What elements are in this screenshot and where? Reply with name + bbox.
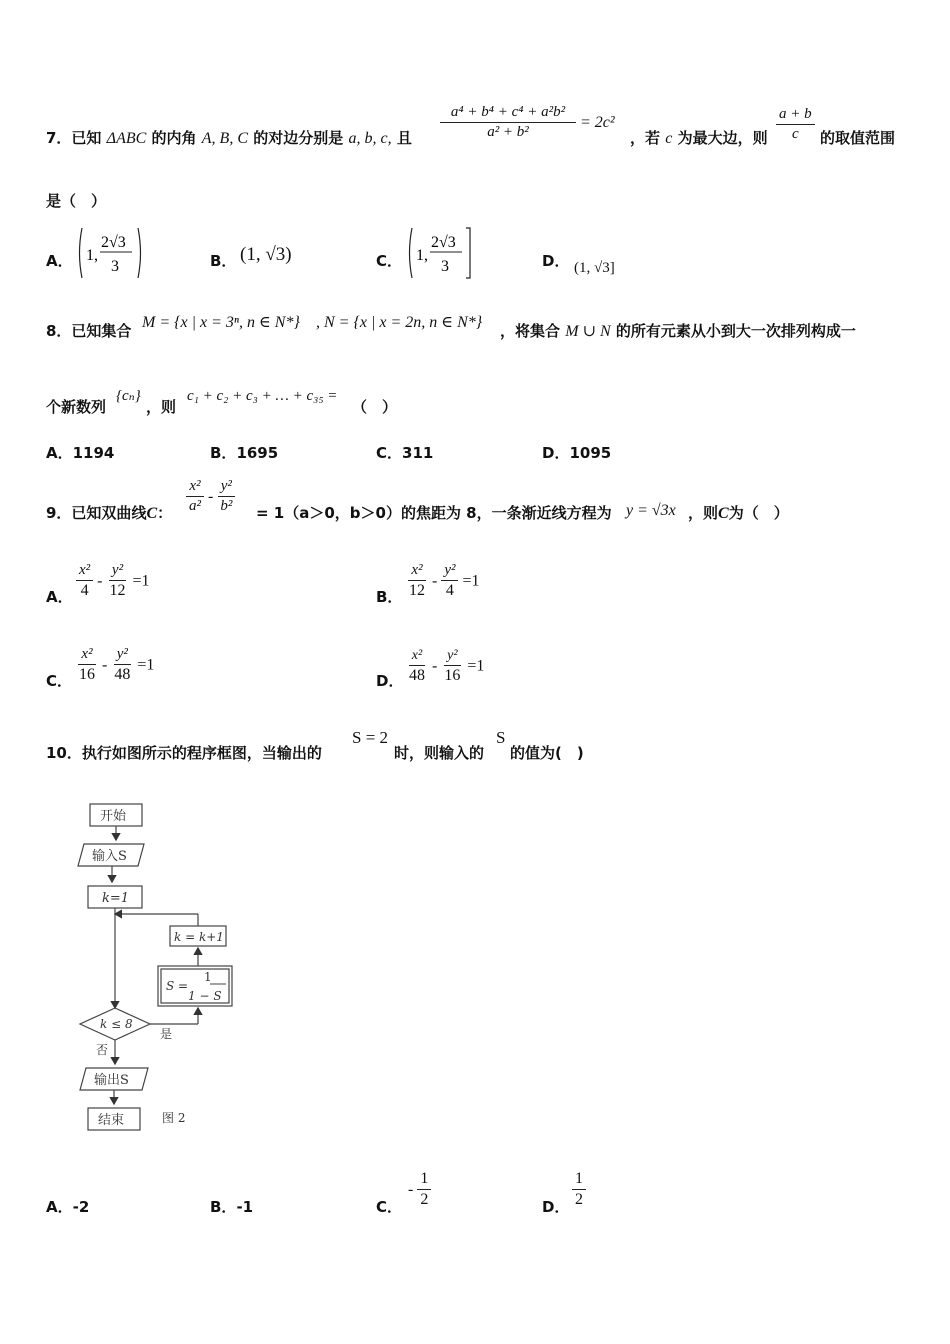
q9-b-d1: 12	[409, 582, 425, 600]
flow-input-text: 输入S	[92, 849, 127, 864]
flow-start-text: 开始	[100, 809, 127, 824]
svg-text:2√3: 2√3	[431, 234, 456, 251]
q9-text3: 为（ ）	[728, 504, 789, 522]
q8-set-n: , N = {x | x = 2n, n ∈ N*}	[316, 314, 483, 331]
q9-c-n2: y²	[114, 646, 131, 665]
q10-option-a-text: -2	[72, 1198, 90, 1216]
flow-assign-den: 1 − S	[188, 989, 222, 1003]
q7-option-c	[406, 226, 478, 280]
q8-line1b	[500, 320, 856, 341]
q9-c-d1: 16	[79, 666, 95, 684]
q7-ratio-num: a + b	[776, 106, 815, 125]
q10-option-c-label: C．	[376, 1198, 403, 1216]
q7-ratio-den: c	[791, 126, 799, 143]
q7-option-c-math	[406, 226, 478, 280]
svg-text:1,: 1,	[86, 247, 98, 264]
q9-option-a	[76, 562, 150, 601]
q8-prefix: 8．已知集合	[46, 322, 132, 340]
q8-option-b-label: B．	[210, 444, 237, 462]
q8-option-c-label: C．	[376, 444, 403, 462]
q9-b-d2: 4	[445, 582, 454, 600]
q10-option-c-num: 1	[417, 1170, 431, 1190]
q10-option-d	[572, 1170, 586, 1210]
q9-line-c	[688, 502, 789, 523]
q7-option-c-label: C．	[376, 252, 403, 270]
q9-d-n1: x²	[409, 648, 425, 666]
q10-option-b-label: B．	[210, 1198, 237, 1216]
q9-option-c-label: C．	[46, 672, 73, 690]
q9-a-rhs: =1	[132, 572, 150, 590]
q9-a-n2: y²	[109, 562, 126, 581]
svg-text:3: 3	[111, 258, 119, 275]
flow-incr-text: k = k+1	[174, 930, 224, 944]
q9-option-c	[76, 646, 154, 685]
q10-s: S	[496, 728, 506, 747]
q7-option-b: (1, √3)	[240, 244, 292, 265]
q8-text2: 的所有元素从小到大一次排列构成一	[615, 322, 856, 340]
q7-sides: a, b, c,	[348, 130, 392, 147]
q7-frac-num: a⁴ + b⁴ + c⁴ + a²b²	[440, 104, 576, 123]
q8-sum: c₁ + c₂ + c₃ + … + c₃₅ =	[187, 388, 338, 404]
q10-option-d-den: 2	[575, 1191, 583, 1209]
q9-prefix: 9．已知双曲线	[46, 504, 147, 522]
q9-c-rhs: =1	[137, 656, 155, 674]
q9-asymptote: y = √3x	[626, 502, 676, 519]
q9-eq-b-den: b²	[220, 498, 233, 515]
q7-ratio	[776, 106, 815, 144]
q9-equation	[186, 478, 235, 516]
q8-line2b: ，则	[146, 398, 177, 416]
q7-frac-den: a² + b²	[487, 124, 529, 141]
q9-b-rhs: =1	[462, 572, 480, 590]
q9-eq-a-num: x²	[186, 478, 203, 497]
q8-option-d-text: 1095	[569, 444, 612, 462]
q8-option-b-text: 1695	[236, 444, 279, 462]
q9-d-minus: -	[432, 657, 438, 675]
q9-eq-b-num: y²	[218, 478, 235, 497]
flow-output-text: 输出S	[94, 1073, 129, 1088]
q9-b-n2: y²	[441, 562, 458, 581]
q10-option-c-sign: -	[408, 1180, 414, 1198]
q9-option-d	[406, 648, 484, 685]
q10-option-a	[46, 1196, 89, 1217]
q8-option-a-text: 1194	[72, 444, 115, 462]
q9-c-d2: 48	[114, 666, 131, 684]
flow-no-label: 否	[96, 1043, 109, 1057]
q7-option-b-label: B．	[210, 252, 237, 270]
flow-assign-lhs: S =	[166, 979, 189, 993]
q9-option-b	[406, 562, 480, 601]
q7-option-a	[76, 226, 146, 280]
q8-option-a-label: A．	[46, 444, 73, 462]
svg-text:3: 3	[441, 258, 449, 275]
q8-option-a	[46, 442, 114, 463]
q9-colon: ：	[157, 504, 173, 522]
q9-c: C	[146, 505, 158, 522]
q7-triangle: ΔABC	[106, 130, 147, 147]
q7-rhs: = 2c²	[580, 113, 615, 131]
q10-option-c-den: 2	[420, 1191, 429, 1209]
q9-line-a	[46, 502, 172, 523]
q9-d-d1: 48	[409, 667, 425, 685]
q9-d-n2: y²	[444, 648, 460, 666]
q10-flowchart	[70, 796, 270, 1138]
q7-text5: 为最大边，则	[677, 129, 768, 147]
svg-text:1,: 1,	[416, 247, 428, 264]
q10-option-c	[408, 1170, 431, 1210]
q9-a-minus: -	[97, 572, 103, 590]
q8-option-c	[376, 442, 433, 463]
q7-c: c	[665, 130, 673, 147]
q8-seq: {cₙ}	[116, 388, 141, 404]
q8-option-b	[210, 442, 278, 463]
q9-d-rhs: =1	[467, 657, 485, 675]
q7-text3: 且	[396, 129, 412, 147]
q10-option-d-num: 1	[572, 1170, 586, 1190]
q7-text2: 的对边分别是	[253, 129, 344, 147]
q9-text2: ，则	[688, 504, 719, 522]
flow-assign-num: 1	[204, 970, 212, 984]
q9-option-d-label: D．	[376, 672, 404, 690]
q7-prefix: 7．已知	[46, 129, 102, 147]
q7-text6: 的取值范围	[820, 129, 896, 147]
flow-yes-label: 是	[160, 1027, 173, 1041]
q8-line2	[46, 396, 106, 417]
q8-line2a: 个新数列	[46, 398, 107, 416]
q7-option-a-math	[76, 226, 146, 280]
q10-text2: 的值为( )	[510, 744, 584, 762]
q7-text1: 的内角	[151, 129, 197, 147]
q10-prefix: 10．执行如图所示的程序框图，当输出的	[46, 744, 322, 762]
q8-option-c-text: 311	[402, 444, 434, 462]
svg-text:2√3: 2√3	[101, 234, 126, 251]
q10-option-a-label: A．	[46, 1198, 73, 1216]
q7-line2: 是（ ）	[46, 192, 107, 210]
q7-text4: ，若	[630, 129, 661, 147]
flow-caption: 图 2	[162, 1111, 186, 1125]
flow-decision-text: k ≤ 8	[100, 1017, 133, 1031]
q10-text1: 时，则输入的	[394, 744, 485, 762]
q10-option-d-label: D．	[542, 1198, 570, 1216]
q9-b-minus: -	[432, 572, 438, 590]
q9-option-b-label: B．	[376, 588, 403, 606]
q9-a-d1: 4	[80, 582, 89, 600]
q9-a-d2: 12	[109, 582, 126, 600]
q7-option-d: (1, √3]	[574, 260, 615, 276]
q9-text1: = 1（a＞0，b＞0）的焦距为 8，一条渐近线方程为	[256, 504, 612, 522]
q7-angles: A, B, C	[201, 130, 248, 147]
q9-c2: C	[718, 505, 729, 522]
q7-option-a-label: A．	[46, 252, 73, 270]
q9-eq-minus: -	[208, 487, 214, 505]
q8-line2c: （ ）	[352, 398, 398, 416]
q7-main-fraction	[440, 104, 615, 142]
q10-condition: S = 2	[352, 728, 389, 747]
q7-option-d-label: D．	[542, 252, 570, 270]
flow-init-text: k=1	[102, 891, 130, 906]
q9-c-n1: x²	[78, 646, 95, 665]
q10-option-b-text: -1	[236, 1198, 254, 1216]
q9-option-a-label: A．	[46, 588, 73, 606]
q8-set-m: M = {x | x = 3ⁿ, n ∈ N*}	[142, 314, 300, 331]
q8-text1: ，将集合	[500, 322, 561, 340]
q10-option-b	[210, 1196, 253, 1217]
q9-d-d2: 16	[444, 667, 461, 685]
q9-b-n1: x²	[408, 562, 425, 581]
q8-option-d	[542, 442, 611, 463]
flow-end-text: 结束	[98, 1113, 125, 1128]
q9-eq-a-den: a²	[189, 498, 201, 515]
q7-line1b	[630, 127, 768, 148]
q7-line1	[46, 127, 412, 148]
q9-c-minus: -	[102, 656, 108, 674]
q8-option-d-label: D．	[542, 444, 570, 462]
q9-a-n1: x²	[76, 562, 93, 581]
q8-union: M ∪ N	[565, 323, 611, 340]
